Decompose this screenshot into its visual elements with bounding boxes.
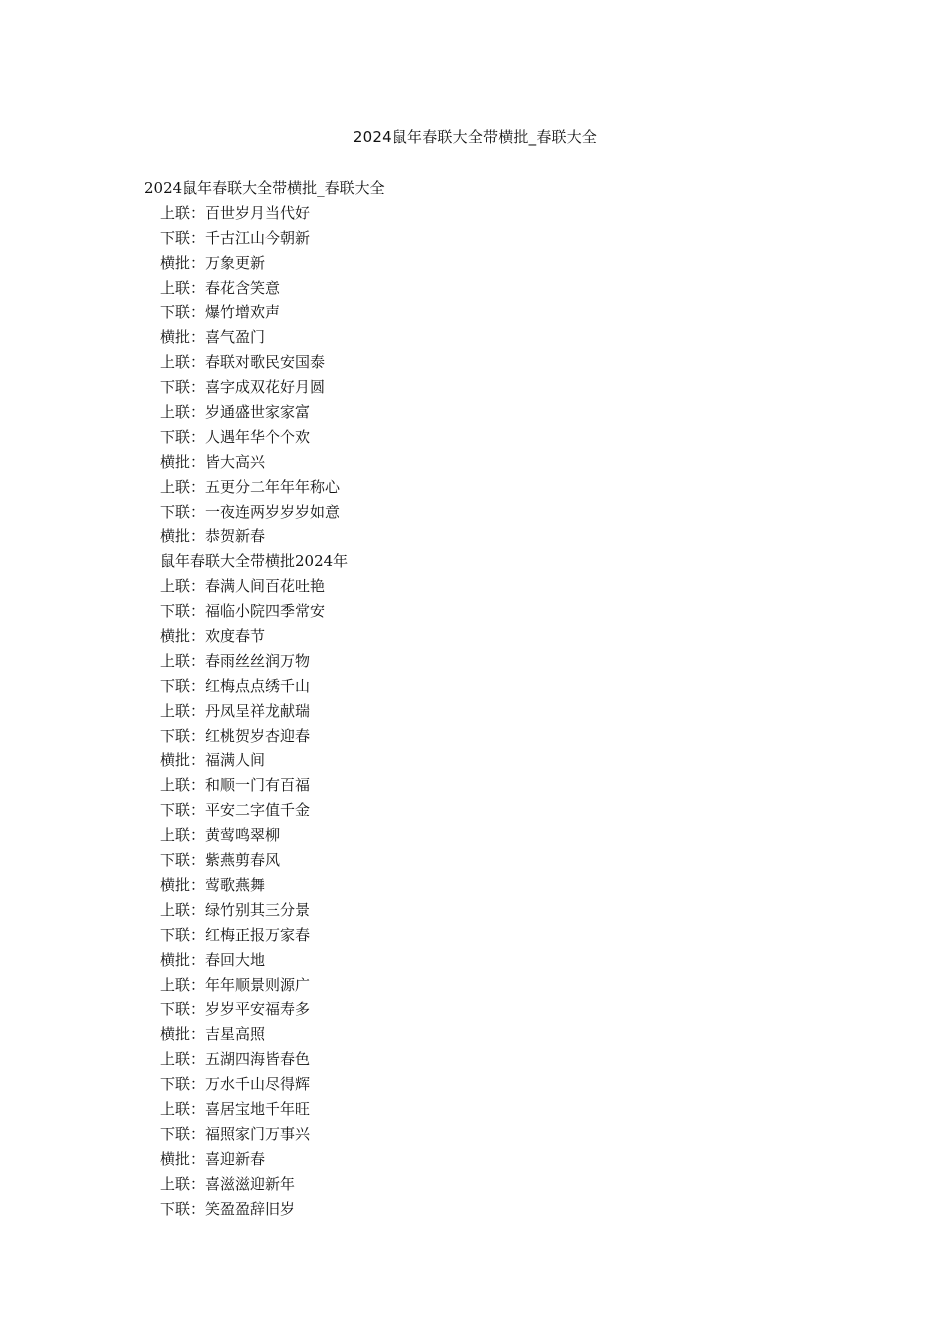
document-title: 2024鼠年春联大全带横批_春联大全 [352, 128, 598, 146]
couplet-line: 下联：一夜连两岁岁岁如意 [160, 502, 341, 521]
couplet-line: 下联：喜字成双花好月圆 [160, 378, 326, 397]
couplet-line: 上联：喜居宝地千年旺 [160, 1099, 311, 1118]
couplet-line: 横批：恭贺新春 [160, 527, 266, 546]
couplet-line: 上联：岁通盛世家家富 [160, 403, 311, 422]
couplet-line: 横批：欢度春节 [160, 627, 266, 646]
couplet-line: 上联：喜滋滋迎新年 [160, 1174, 296, 1193]
couplet-line: 横批：喜气盈门 [160, 328, 266, 347]
couplet-line: 上联：百世岁月当代好 [160, 203, 311, 222]
couplet-line: 横批：喜迎新春 [160, 1149, 266, 1168]
couplet-line: 下联：福临小院四季常安 [160, 602, 326, 621]
couplet-line: 上联：春雨丝丝润万物 [160, 651, 311, 670]
couplet-line: 下联：平安二字值千金 [160, 801, 311, 820]
couplet-list [144, 201, 844, 1222]
couplet-line: 横批：春回大地 [160, 950, 266, 969]
couplet-line: 横批：福满人间 [160, 751, 266, 770]
couplet-line: 上联：黄莺鸣翠柳 [160, 826, 281, 845]
couplet-line: 上联：五更分二年年年称心 [160, 477, 341, 496]
couplet-line: 横批：吉星高照 [160, 1025, 266, 1044]
couplet-line: 横批：莺歌燕舞 [160, 875, 266, 894]
couplet-line: 下联：岁岁平安福寿多 [160, 1000, 311, 1019]
couplet-line: 上联：春满人间百花吐艳 [160, 577, 326, 596]
couplet-line: 鼠年春联大全带横批2024年 [160, 552, 349, 571]
couplet-line: 上联：春花含笑意 [160, 278, 281, 297]
couplet-line: 上联：年年顺景则源广 [160, 975, 311, 994]
couplet-line: 下联：红桃贺岁杏迎春 [160, 726, 311, 745]
couplet-line: 横批：万象更新 [160, 253, 266, 272]
couplet-line: 上联：和顺一门有百福 [160, 776, 311, 795]
couplet-line: 上联：绿竹别其三分景 [160, 900, 311, 919]
couplet-line: 下联：笑盈盈辞旧岁 [160, 1199, 296, 1218]
couplet-line: 上联：春联对歌民安国泰 [160, 353, 326, 372]
body-heading: 2024鼠年春联大全带横批_春联大全 [144, 179, 385, 197]
couplet-line: 上联：丹凤呈祥龙献瑞 [160, 701, 311, 720]
couplet-line: 下联：紫燕剪春风 [160, 851, 281, 870]
couplet-line: 下联：人遇年华个个欢 [160, 427, 311, 446]
couplet-line: 上联：五湖四海皆春色 [160, 1050, 311, 1069]
couplet-line: 下联：红梅点点绣千山 [160, 676, 311, 695]
couplet-line: 下联：千古江山今朝新 [160, 228, 311, 247]
couplet-line: 下联：福照家门万事兴 [160, 1124, 311, 1143]
couplet-line: 下联：万水千山尽得辉 [160, 1075, 311, 1094]
couplet-line: 下联：爆竹增欢声 [160, 303, 281, 322]
couplet-line: 下联：红梅正报万家春 [160, 925, 311, 944]
document-body [144, 176, 844, 1221]
couplet-line: 横批：皆大高兴 [160, 452, 266, 471]
